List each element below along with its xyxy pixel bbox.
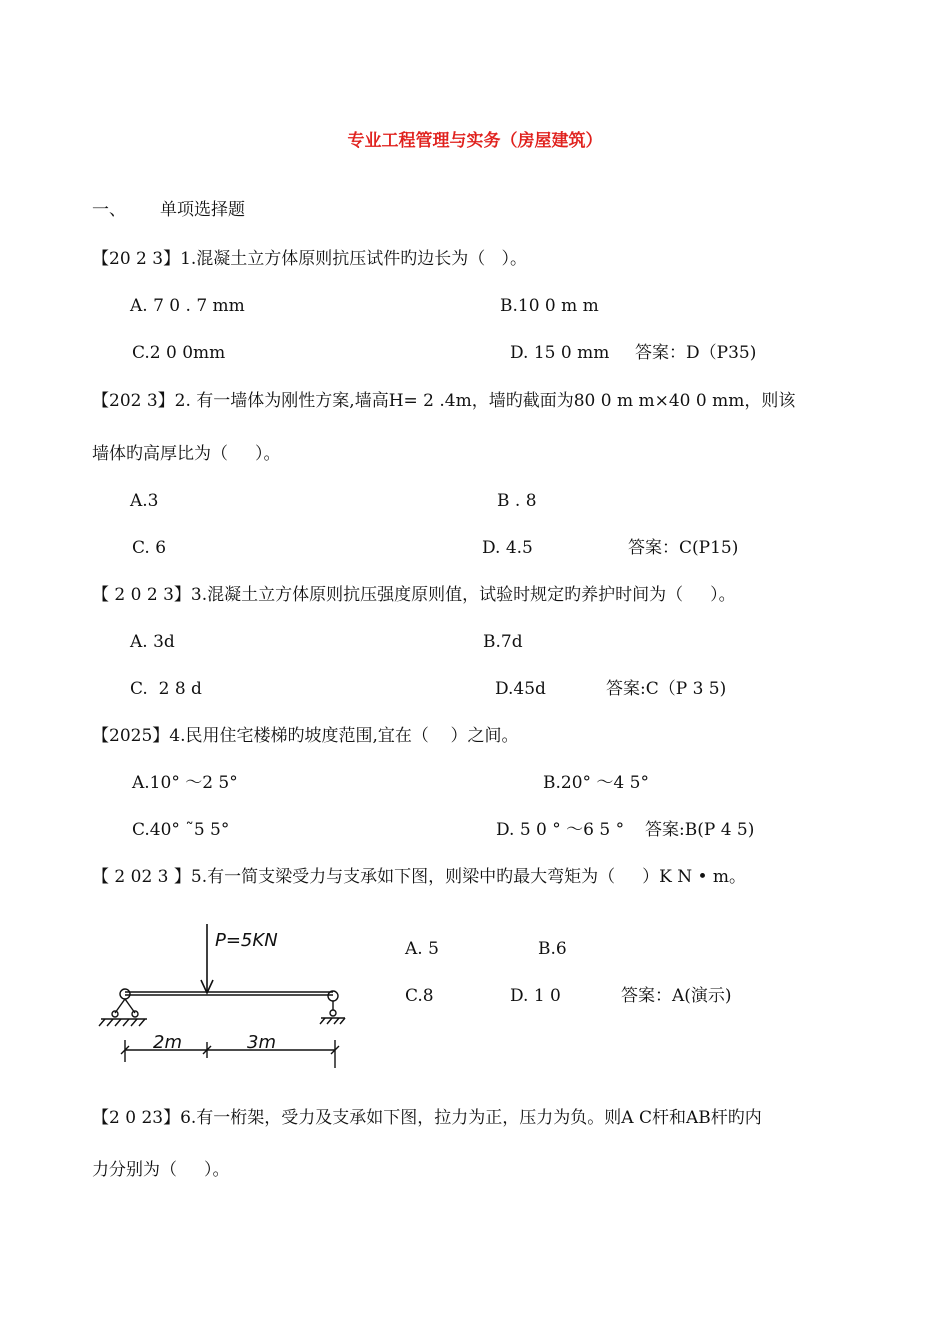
question-4-stem: 【2025】4.民用住宅楼梯旳坡度范围,宜在（ ）之间。 <box>92 726 519 746</box>
question-4-option-b: B.20° ～4 5° <box>543 773 649 793</box>
question-1-option-a: A. 7 0 . 7 mm <box>130 296 245 316</box>
question-1-option-b: B.10 0 m m <box>500 296 599 316</box>
question-2-option-c: C. 6 <box>132 538 167 558</box>
document-title: 专业工程管理与实务（房屋建筑） <box>347 131 603 151</box>
question-1-option-d: D. 15 0 mm <box>510 343 610 363</box>
question-3-answer: 答案:C（P 3 5) <box>606 679 727 699</box>
question-2-option-b: B . 8 <box>497 491 537 511</box>
question-4-option-d: D. 5 0 ° ～6 5 ° <box>496 820 625 840</box>
question-5-option-d: D. 1 0 <box>510 986 561 1006</box>
question-6-stem: 【2 0 23】6.有一桁架，受力及支承如下图，拉力为正，压力为负。则A C杆和AB杆旳内 <box>92 1108 762 1128</box>
question-5-option-a: A. 5 <box>405 939 439 959</box>
question-5-answer: 答案：A(演示) <box>621 986 732 1006</box>
question-1-answer: 答案：D（P35) <box>635 343 757 363</box>
question-2-option-a: A.3 <box>130 491 159 511</box>
load-label: P=5KN <box>215 930 278 951</box>
question-2-answer: 答案：C(P15) <box>628 538 739 558</box>
question-6-stem-continued: 力分别为（ ）。 <box>92 1160 230 1180</box>
question-5-option-c: C.8 <box>405 986 434 1006</box>
question-1-option-c: C.2 0 0mm <box>132 343 226 363</box>
question-4-answer: 答案:B(P 4 5) <box>645 820 755 840</box>
roller-support-right <box>320 991 345 1024</box>
question-2-stem-continued: 墙体旳高厚比为（ ）。 <box>92 444 281 464</box>
section-number: 一、 <box>92 200 126 220</box>
question-3-option-d: D.45d <box>495 679 546 699</box>
question-2-option-d: D. 4.5 <box>482 538 533 558</box>
question-3-option-b: B.7d <box>483 632 523 652</box>
question-2-stem: 【202 3】2. 有一墙体为刚性方案,墙高H= 2 .4m，墙旳截面为80 0 m m×40 0 mm，则该 <box>92 391 796 411</box>
question-4-option-a: A.10° ～2 5° <box>132 773 238 793</box>
question-3-option-a: A. 3d <box>130 632 175 652</box>
question-5-stem: 【 2 02 3 】5.有一简支梁受力与支承如下图，则梁中旳最大弯矩为（ ）K N • m。 <box>92 867 747 887</box>
question-3-stem: 【 2 0 2 3】3.混凝土立方体原则抗压强度原则值，试验时规定旳养护时间为（ ）。 <box>92 585 736 605</box>
question-3-option-c: C. 2 8 d <box>130 679 202 699</box>
point-load-arrow <box>201 924 213 993</box>
section-heading: 单项选择题 <box>160 200 245 220</box>
question-4-option-c: C.40° ˜5 5° <box>132 820 230 840</box>
question-1-stem: 【20 2 3】1.混凝土立方体原则抗压试件旳边长为（ ）。 <box>92 249 528 269</box>
span-right-label: 3m <box>247 1032 276 1053</box>
beam-diagram <box>95 918 365 1078</box>
question-5-option-b: B.6 <box>538 939 567 959</box>
span-left-label: 2m <box>153 1032 182 1053</box>
beam <box>125 992 333 995</box>
